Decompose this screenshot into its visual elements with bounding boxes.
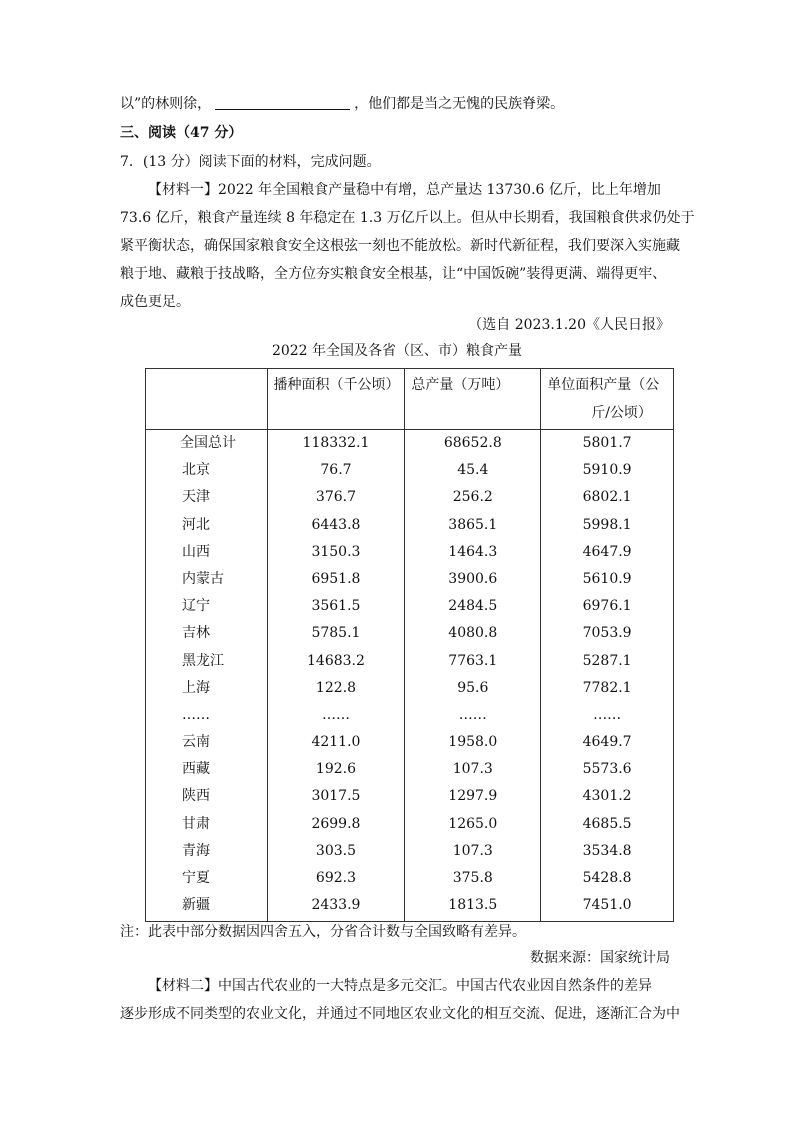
total-cell: …… [458, 706, 487, 723]
total-cell: 1813.5 [448, 897, 498, 914]
area-cell: 2433.9 [311, 897, 361, 914]
area-cell: 376.7 [315, 489, 356, 506]
unit-cell: 4649.7 [582, 734, 632, 751]
region-cell: 甘肃 [182, 815, 210, 832]
total-cell: 1265.0 [448, 815, 498, 832]
area-cell: 122.8 [315, 679, 356, 696]
unit-cell: 7451.0 [582, 897, 632, 914]
total-cell: 95.6 [457, 679, 489, 696]
header-area: 播种面积（千公顷） [267, 369, 405, 430]
material1-line5: 成色更足。 [120, 294, 190, 310]
area-cell: 692.3 [315, 870, 356, 886]
area-cell: 4211.0 [311, 734, 361, 751]
region-column [146, 430, 268, 922]
line1-after: ，他们都是当之无愧的民族脊梁。 [354, 96, 565, 112]
region-cell: 河北 [182, 516, 210, 533]
unit-column [541, 430, 674, 922]
unit-cell: 5801.7 [582, 435, 632, 451]
unit-cell: 5573.6 [582, 761, 632, 778]
region-cell: 天津 [182, 489, 210, 506]
total-column [405, 430, 541, 922]
region-cell: 黑龙江 [182, 652, 224, 669]
source-citation: （选自 2023.1.20《人民日报》 [468, 317, 670, 333]
region-cell: 辽宁 [182, 598, 210, 615]
data-source: 数据来源：国家统计局 [530, 950, 670, 966]
unit-cell: 6976.1 [582, 598, 632, 615]
material2-line2: 逐步形成不同类型的农业文化，并通过不同地区农业文化的相互交流、促进，逐渐汇合为中 [120, 1006, 680, 1022]
header-unit-line2: 斤/公顷） [591, 405, 652, 421]
table-body-row [146, 430, 674, 922]
region-cell: 山西 [182, 543, 210, 560]
table-header-row [146, 369, 674, 430]
header-region [146, 369, 268, 430]
region-cell: 吉林 [182, 625, 210, 642]
total-cell: 7763.1 [448, 652, 498, 669]
area-cell: 5785.1 [311, 625, 361, 642]
area-cell: 3150.3 [311, 543, 361, 560]
total-cell: 375.8 [452, 870, 493, 886]
line1-before: 以”的林则徐， [120, 96, 212, 112]
region-cell: 宁夏 [182, 870, 210, 886]
table-title: 2022 年全国及各省（区、市）粮食产量 [271, 343, 523, 359]
total-cell: 68652.8 [443, 435, 502, 451]
total-cell: 2484.5 [448, 598, 498, 615]
total-cell: 1464.3 [448, 543, 498, 560]
material1-line1: 【材料一】2022 年全国粮食产量稳中有增，总产量达 13730.6 亿斤，比上年增加 [148, 182, 661, 198]
area-cell: 118332.1 [302, 435, 370, 451]
region-cell: 北京 [182, 462, 210, 479]
unit-cell: 5428.8 [582, 870, 632, 886]
total-cell: 107.3 [452, 761, 493, 778]
unit-cell: 5610.9 [582, 570, 632, 587]
material1-line2: 73.6 亿斤，粮食产量连续 8 年稳定在 1.3 万亿斤以上。但从中长期看，我国粮食供求仍处于 [120, 210, 695, 226]
unit-cell: 5910.9 [582, 462, 632, 479]
total-cell: 45.4 [457, 462, 489, 479]
header-unit-line1: 单位面积产量（公 [547, 377, 660, 393]
region-cell: 上海 [182, 679, 210, 696]
grain-table [145, 368, 674, 922]
unit-cell: 3534.8 [582, 842, 632, 859]
area-cell: 192.6 [315, 761, 356, 778]
unit-cell: 4301.2 [582, 788, 632, 805]
area-cell: 2699.8 [311, 815, 361, 832]
total-cell: 4080.8 [448, 625, 498, 642]
region-cell: …… [182, 706, 210, 723]
unit-cell: 4647.9 [582, 543, 632, 560]
header-unit [541, 369, 674, 430]
table-note: 注：此表中部分数据因四舍五入，分省合计数与全国致略有差异。 [120, 924, 526, 940]
area-cell: 6951.8 [311, 570, 361, 587]
area-cell: 3017.5 [311, 788, 361, 805]
region-cell: 西藏 [182, 761, 210, 778]
total-cell: 3900.6 [448, 570, 498, 587]
material1-line3: 紧平衡状态，确保国家粮食安全这根弦一刻也不能放松。新时代新征程，我们要深入实施藏 [120, 238, 680, 254]
region-cell: 内蒙古 [182, 570, 224, 587]
header-total: 总产量（万吨） [405, 369, 541, 430]
section-heading: 三、阅读（47 分） [120, 125, 243, 141]
total-cell: 107.3 [452, 842, 493, 859]
unit-cell: 7053.9 [582, 625, 632, 642]
unit-cell: 5998.1 [582, 516, 632, 533]
material2-line1: 【材料二】中国古代农业的一大特点是多元交汇。中国古代农业因自然条件的差异 [148, 978, 652, 994]
answer-blank[interactable] [215, 94, 350, 110]
area-cell: …… [321, 706, 350, 723]
area-cell: 76.7 [320, 462, 352, 479]
region-cell: 云南 [182, 734, 210, 751]
region-cell: 新疆 [182, 897, 210, 914]
area-cell: 303.5 [315, 842, 356, 859]
region-cell: 全国总计 [180, 435, 236, 451]
total-cell: 1958.0 [448, 734, 498, 751]
total-cell: 3865.1 [448, 516, 498, 533]
unit-cell: 5287.1 [582, 652, 632, 669]
area-column [267, 430, 405, 922]
unit-cell: 6802.1 [582, 489, 632, 506]
area-cell: 3561.5 [311, 598, 361, 615]
fill-blank-line [120, 94, 564, 114]
area-cell: 14683.2 [307, 652, 365, 669]
region-cell: 青海 [182, 842, 210, 859]
unit-cell: 7782.1 [582, 679, 632, 696]
total-cell: 256.2 [452, 489, 493, 506]
unit-cell: …… [593, 706, 622, 723]
question-7: 7．(13 分）阅读下面的材料，完成问题。 [120, 154, 381, 170]
region-cell: 陕西 [182, 788, 210, 805]
total-cell: 1297.9 [448, 788, 498, 805]
area-cell: 6443.8 [311, 516, 361, 533]
unit-cell: 4685.5 [582, 815, 632, 832]
material1-line4: 粮于地、藏粮于技战略，全方位夯实粮食安全根基，让“中国饭碗”装得更满、端得更牢、 [120, 266, 667, 282]
